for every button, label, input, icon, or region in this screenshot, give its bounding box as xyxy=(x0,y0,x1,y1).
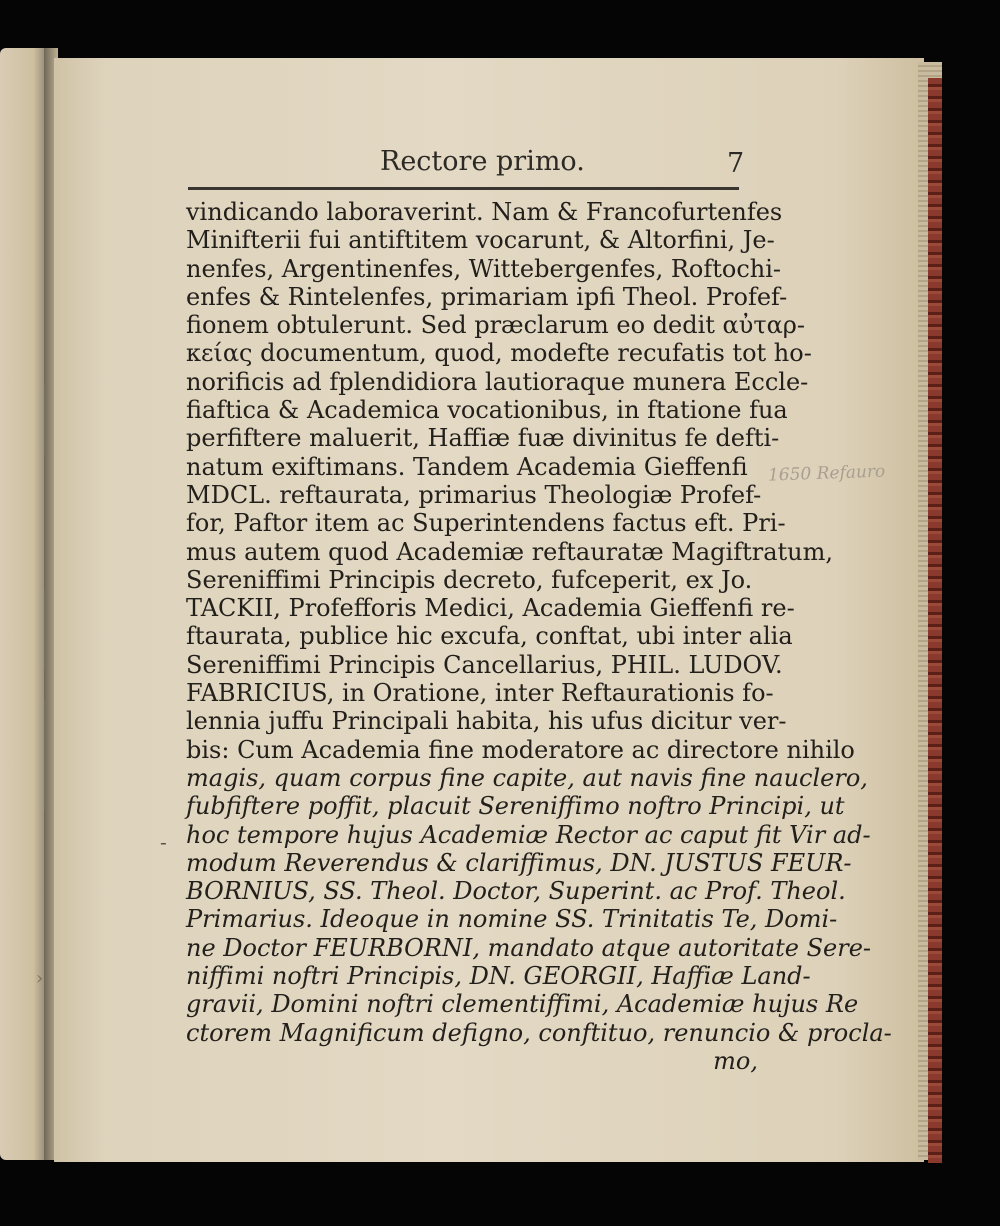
margin-dash: - xyxy=(160,830,167,854)
text-line: BORNIUS, SS. Theol. Doctor, Superint. ac Prof. Theol. xyxy=(186,877,846,906)
text-line: niffimi noftri Principis, DN. GEORGII, Haffiæ Land- xyxy=(186,962,811,991)
text-line: enfes & Rintelenfes, primariam ipfi Theol. Profef- xyxy=(186,282,788,311)
text-line: bis: Cum Academia fine moderatore ac directore nihilo xyxy=(186,735,855,764)
text-line: Sereniffimi Principis decreto, fufceperit, ex Jo. xyxy=(186,565,753,594)
running-header: Rectore primo. xyxy=(380,146,585,177)
text-line: nenfes, Argentinenfes, Wittebergenfes, Roftochi- xyxy=(186,254,782,283)
text-line: mus autem quod Academiæ reftauratæ Magiftratum, xyxy=(186,537,833,566)
text-line: natum exiftimans. Tandem Academia Gieffenfi xyxy=(186,452,748,481)
facing-page-edge xyxy=(0,48,48,1160)
text-line: ftaurata, publice hic excufa, conftat, ubi inter alia xyxy=(186,622,793,651)
text-line: FABRICIUS, in Oratione, inter Reftaurationis fo- xyxy=(186,679,774,708)
text-line: fiaftica & Academica vocationibus, in ftatione fua xyxy=(186,396,788,425)
text-line: TACKII, Profefforis Medici, Academia Gieffenfi re- xyxy=(186,594,795,623)
margin-mark xyxy=(44,700,47,810)
text-line: modum Reverendus & clariffimus, DN. JUSTUS FEUR- xyxy=(186,848,852,877)
text-line: MDCL. reftaurata, primarius Theologiæ Profef- xyxy=(186,480,762,509)
text-line: ne Doctor FEURBORNI, mandato atque autoritate Sere- xyxy=(186,933,872,962)
text-line: perfiftere maluerit, Haffiæ fuæ divinitus fe defti- xyxy=(186,424,780,453)
marbled-cover-edge xyxy=(928,78,942,1163)
text-line: hoc tempore hujus Academiæ Rector ac caput fit Vir ad- xyxy=(186,820,871,849)
text-line: fionem obtulerunt. Sed præclarum eo dedit αὐταρ- xyxy=(186,311,806,340)
text-line: Sereniffimi Principis Cancellarius, PHIL. LUDOV. xyxy=(186,650,783,679)
text-line: lennia juffu Principali habita, his ufus dicitur ver- xyxy=(186,707,787,736)
text-line: gravii, Domini noftri clementiffimi, Academiæ hujus Re xyxy=(186,990,859,1019)
margin-arrow: › xyxy=(36,968,44,989)
text-line: Primarius. Ideoque in nomine SS. Trinitatis Te, Domi- xyxy=(186,905,838,934)
text-line: norificis ad fplendidiora lautioraque munera Eccle- xyxy=(186,367,809,396)
text-line: mo, xyxy=(713,1046,758,1075)
header-rule xyxy=(188,187,739,190)
text-line: Minifterii fui antiftitem vocarunt, & Altorfini, Je- xyxy=(186,226,775,255)
text-line: ctorem Magnificum defigno, conftituo, renuncio & procla- xyxy=(186,1018,892,1047)
text-line: fubfiftere poffit, placuit Sereniffimo noftro Principi, ut xyxy=(186,792,845,821)
handwritten-margin-note: 1650 Refauro xyxy=(767,461,886,486)
margin-mark xyxy=(44,590,47,670)
page-number: 7 xyxy=(727,148,745,179)
text-line: for, Paftor item ac Superintendens factus eft. Pri- xyxy=(186,509,786,538)
margin-mark xyxy=(44,385,47,455)
text-line: vindicando laboraverint. Nam & Francofurtenfes xyxy=(186,198,783,226)
text-line: κείας documentum, quod, modefte recufatis tot ho- xyxy=(186,339,812,368)
text-line: magis, quam corpus fine capite, aut navis fine nauclero, xyxy=(186,763,868,792)
